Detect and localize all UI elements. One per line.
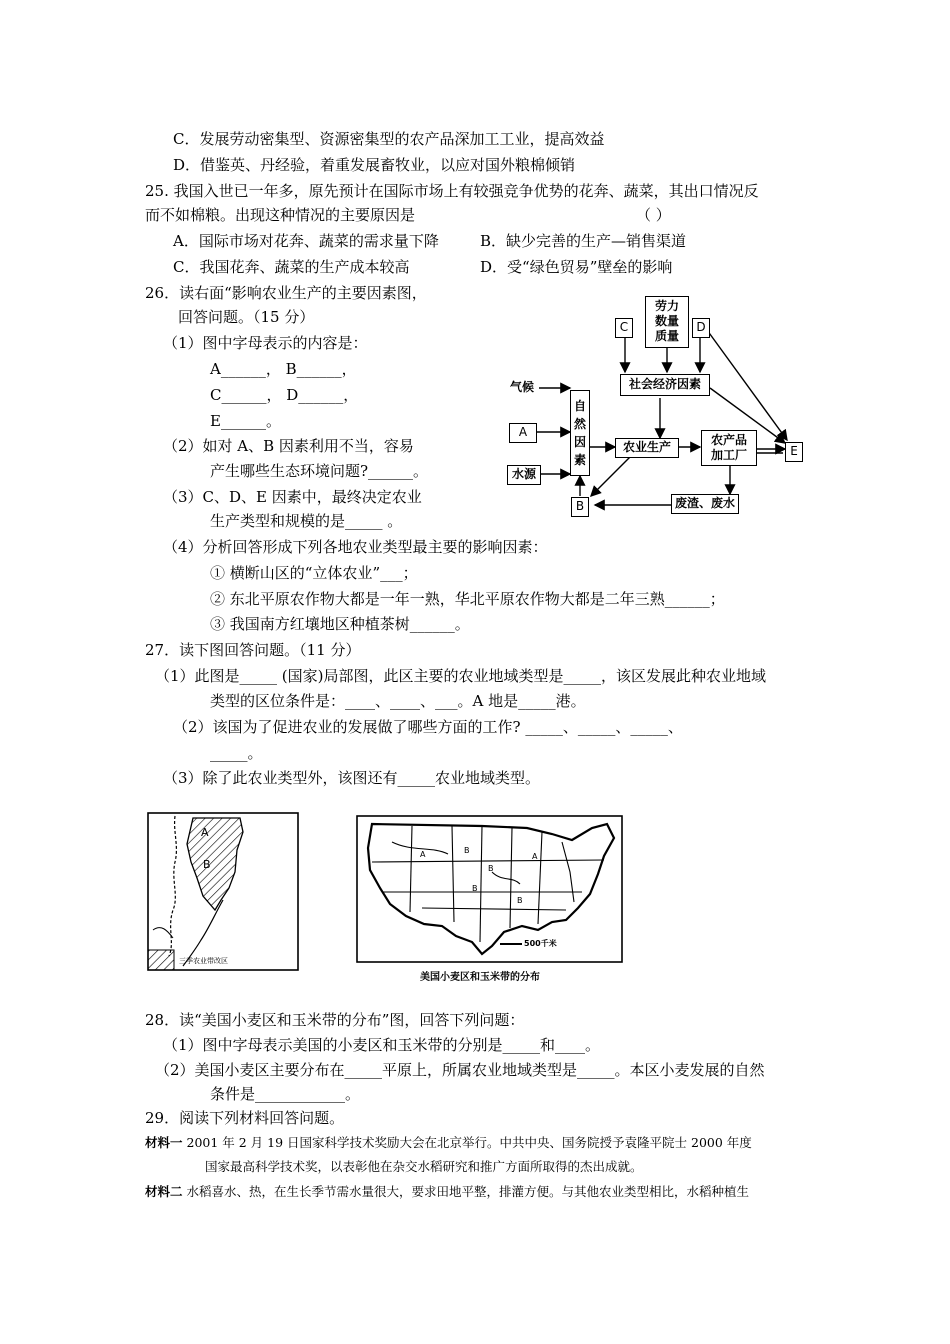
natural-label-1: 自 — [573, 399, 586, 413]
q27-part2-line1: （2）该国为了促进农业的发展做了哪些方面的工作? _____、_____、_____、 — [173, 718, 683, 736]
q25-option-d: D．受“绿色贸易”壁垒的影响 — [480, 258, 673, 276]
usa-map-label-3: B — [488, 864, 494, 873]
usa-map-label-1: A — [420, 850, 426, 859]
q25-stem-line2: 而不如棉粮。出现这种情况的主要原因是 — [145, 206, 416, 224]
usa-map-scale: 500千米 — [524, 939, 557, 948]
q29-material1-line1 — [145, 1133, 752, 1153]
left-map-legend: 三季农业带改区 — [179, 957, 228, 965]
q26-part4-item1: ① 横断山区的“立体农业”___； — [210, 564, 418, 582]
diagram-box-labor — [645, 296, 689, 348]
q24-option-c: C．发展劳动密集型、资源密集型的农产品深加工工业，提高效益 — [173, 130, 605, 148]
q26-part1: （1）图中字母表示的内容是： — [163, 334, 368, 352]
q25-stem-line1: 25. 我国入世已一年多，原先预计在国际市场上有较强竞争优势的花奔、蔬菜，其出口情况反 — [145, 182, 759, 200]
material2-label: 材料二 — [145, 1184, 183, 1199]
diagram-box-waste: 废渣、废水 — [671, 494, 739, 514]
left-map — [145, 810, 300, 972]
q26-part4: （4）分析回答形成下列各地农业类型最主要的影响因素： — [163, 538, 548, 556]
usa-map-label-2: B — [464, 846, 470, 855]
q25-option-c: C．我国花奔、蔬菜的生产成本较高 — [173, 258, 410, 276]
diagram-box-water: 水源 — [507, 465, 541, 485]
q26-part3-line2: 生产类型和规模的是_____ 。 — [210, 512, 403, 530]
labor-label-1: 劳力 — [654, 299, 679, 313]
usa-map-caption: 美国小麦区和玉米带的分布 — [420, 972, 540, 983]
usa-map-label-4: A — [532, 852, 538, 861]
natural-label-2: 然 — [573, 417, 586, 431]
diagram-box-a: A — [509, 423, 537, 443]
q26-part1-cd: C______， D______， — [210, 386, 359, 404]
diagram-box-e: E — [785, 442, 803, 462]
q29-stem: 29．阅读下列材料回答问题。 — [145, 1109, 345, 1127]
q28-stem: 28．读“美国小麦区和玉米带的分布”图，回答下列问题： — [145, 1011, 525, 1029]
labor-label-2: 数量 — [654, 314, 679, 328]
q28-part2-line2: 条件是____________。 — [210, 1085, 361, 1103]
q25-answer-paren: （ ） — [636, 206, 671, 224]
diagram-box-agri: 农业生产 — [615, 438, 679, 458]
q25-option-a: A．国际市场对花奔、蔬菜的需求量下降 — [173, 232, 439, 250]
q28-part1: （1）图中字母表示美国的小麦区和玉米带的分别是_____和____。 — [163, 1036, 601, 1054]
q26-part1-e: E______。 — [210, 412, 281, 430]
material2-text: 水稻喜水、热，在生长季节需水量很大，要求田地平整，排灌方便。与其他农业类型相比，水稻种植生 — [182, 1184, 749, 1199]
diagram-box-natural — [570, 390, 590, 476]
q27-stem: 27．读下图回答问题。（11 分） — [145, 641, 361, 659]
q27-part1-line2: 类型的区位条件是：____、____、___。A 地是_____港。 — [210, 692, 586, 710]
material1-label: 材料一 — [145, 1135, 183, 1150]
q26-part1-ab: A______， B______， — [210, 360, 357, 378]
q28-part2-line1: （2）美国小麦区主要分布在_____平原上，所属农业地域类型是_____。本区小麦发展的自然 — [155, 1061, 765, 1079]
q26-stem-line2: 回答问题。（15 分） — [178, 308, 315, 326]
natural-label-3: 因 — [573, 435, 586, 449]
q26-part2-line2: 产生哪些生态环境问题?______。 — [210, 462, 429, 480]
q24-option-d: D．借鉴英、丹经验，着重发展畜牧业，以应对国外粮棉倾销 — [173, 156, 576, 174]
agri-factor-diagram — [495, 290, 815, 522]
material1-text: 2001 年 2 月 19 日国家科学技术奖励大会在北京举行。中共中央、国务院授予袁隆平院士 2000 年度 — [182, 1135, 752, 1150]
q27-part3: （3）除了此农业类型外，该图还有_____农业地域类型。 — [163, 769, 541, 787]
q26-part3-line1: （3）C、D、E 因素中，最终决定农业 — [163, 488, 422, 506]
q25-option-b: B．缺少完善的生产—销售渠道 — [480, 232, 687, 250]
natural-label-4: 素 — [573, 453, 586, 467]
q26-part4-item3: ③ 我国南方红壤地区种植茶树______。 — [210, 615, 470, 633]
q27-part2-line2: _____。 — [210, 744, 263, 762]
usa-map-label-6: B — [517, 896, 523, 905]
diagram-box-c: C — [615, 318, 633, 338]
left-map-label-b: B — [203, 858, 211, 871]
diagram-box-d: D — [692, 318, 710, 338]
q26-part2-line1: （2）如对 A、B 因素利用不当，容易 — [163, 437, 414, 455]
usa-map-drawing — [352, 812, 632, 984]
q29-material1-line2: 国家最高科学技术奖，以表彰他在杂交水稻研究和推广方面所取得的杰出成就。 — [205, 1159, 643, 1174]
q27-part1-line1: （1）此图是_____ (国家)局部图，此区主要的农业地域类型是_____，该区发展此种农业地域 — [155, 667, 767, 685]
left-map-label-a: A — [201, 826, 209, 839]
usa-map-label-5: B — [472, 884, 478, 893]
diagram-box-social: 社会经济因素 — [620, 374, 710, 396]
processing-label-1: 农产品 — [710, 433, 747, 447]
labor-label-3: 质量 — [654, 329, 679, 343]
processing-label-2: 加工厂 — [710, 448, 747, 462]
left-map-drawing — [145, 810, 300, 972]
q26-stem-line1: 26．读右面“影响农业生产的主要因素图， — [145, 284, 427, 302]
diagram-label-climate: 气候 — [505, 380, 539, 398]
q26-part4-item2: ② 东北平原农作物大都是一年一熟，华北平原农作物大都是二年三熟______； — [210, 590, 725, 608]
diagram-box-b: B — [571, 497, 589, 517]
usa-map — [352, 812, 632, 984]
diagram-box-processing — [701, 430, 757, 466]
q29-material2-line1 — [145, 1182, 749, 1202]
